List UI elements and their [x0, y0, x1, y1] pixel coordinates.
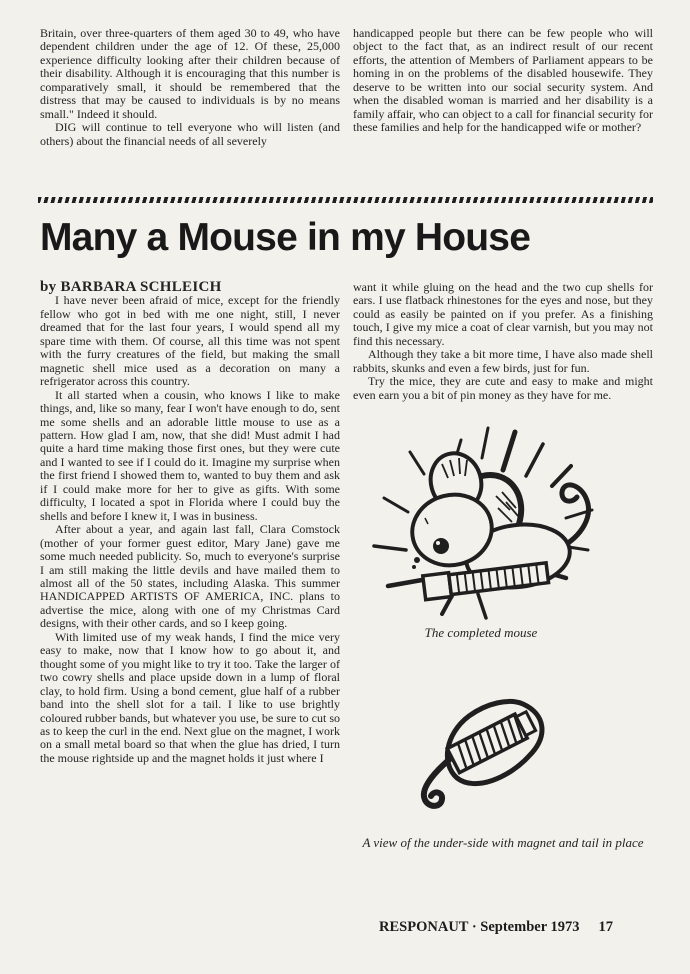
figure-caption: A view of the under-side with magnet and tail in place	[362, 834, 644, 850]
mouse-illustration	[353, 420, 653, 620]
article-right-column	[353, 281, 653, 849]
top-left-column	[40, 27, 340, 148]
page-number: 17	[598, 919, 613, 935]
shell-underside-illustration	[353, 694, 653, 814]
paragraph: want it while gluing on the head and the two cup shells for ears. I use flatback rhinestones for the eyes and nose, but they could as easily be painted on if you prefer. As a finishing touch, I give my mice a coat of clear varnish, but you may not find this necessary.	[353, 280, 653, 348]
previous-article-continuation	[40, 27, 653, 148]
tail-curl	[424, 758, 451, 806]
top-right-column	[353, 27, 653, 148]
paragraph: DIG will continue to tell everyone who will listen (and others) about the financial needs of all severely	[40, 120, 340, 148]
paragraph: Try the mice, they are cute and easy to make and might even earn you a bit of pin money as they have for me.	[353, 374, 653, 402]
article-title: Many a Mouse in my House	[40, 216, 531, 259]
shell-magnet-drawing-icon	[403, 694, 579, 814]
paragraph: After about a year, and again last fall, Clara Comstock (mother of your former guest editor, Mary Jane) gave me some much needed publicity. So, much to everyone's surprise I am still making the little devils and have mailed them to almost all of the 50 states, including Alaska. This summer HANDICAPPED ARTISTS OF AMERICA, INC. plans to advertise the mice, along with one of my Christmas Card designs, with their other cards, and so I keep going.	[40, 522, 340, 631]
page-footer	[379, 919, 613, 936]
paragraph: Britain, over three-quarters of them aged 30 to 49, who have dependent children under the age of 12. Of these, 25,000 experience difficulty looking after their children because of their disability. Although it is encouraging that this number is comparatively small, it should be remembered that the distress that may be caused to individuals is by no means small." Indeed it should.	[40, 26, 340, 121]
article-left-column	[40, 281, 340, 849]
figure-caption: The completed mouse	[424, 625, 538, 641]
decorative-divider	[38, 197, 653, 203]
mouse-drawing-icon	[368, 420, 604, 620]
paragraph: I have never been afraid of mice, except for the friendly fellow who got in bed with me one night, still, I never dreamed that for the last four years, I would spend all my spare time with them. Of course, all this time was not spent with the furry creatures of the field, but making the small magnetic shell mice used as a decoration on many a refrigerator across this country.	[40, 293, 340, 389]
paragraph: It all started when a cousin, who knows I like to make things, and, like so many, fear I won't have enough to do, sent me some shells and an adorable little mouse to use as a pattern. How glad I am, now, that she did! Must admit I had quite a hard time making those first ones, but they were cute and I wanted to see if I could do it. Imagine my surprise when the first friend I showed them to, wanted to buy them and ask if I could make more for her to give as gifts. With some difficulty, I located a spot in Florida where I could buy the shells and before I knew it, I was in business.	[40, 387, 340, 523]
article-body	[40, 281, 653, 849]
paragraph: Although they take a bit more time, I have also made shell rabbits, skunks and even a few birds, just for fun.	[353, 347, 653, 375]
journal-name-date: RESPONAUT · September 1973	[379, 919, 580, 935]
byline: by BARBARA SCHLEICH	[40, 279, 222, 295]
paragraph: handicapped people but there can be few people who will object to the fact that, as an indirect result of our recent efforts, the attention of Members of Parliament appears to be homing in on the problems of the disabled housewife. They deserve to be written into our social security system. And when the disabled woman is married and her disability is a family affair, who can object to a call for financial security for these families and help for the handicapped wife or mother?	[353, 26, 653, 135]
paragraph: With limited use of my weak hands, I find the mice very easy to make, now that I know how to go about it, and thought some of you might like to try it too. Take the larger of two cowry shells and place upside down in a lump of floral clay, to hold firm. Using a bond cement, glue half of a rubber band into the shell slot for a tail. I like to use brightly coloured rubber bands, but whatever you use, be sure to cut so as to keep the curl in the end. Next glue on the magnet, I work on a small metal board so that when the glue has dried, I turn the mouse rightside up and the magnet holds it just where I	[40, 629, 340, 765]
